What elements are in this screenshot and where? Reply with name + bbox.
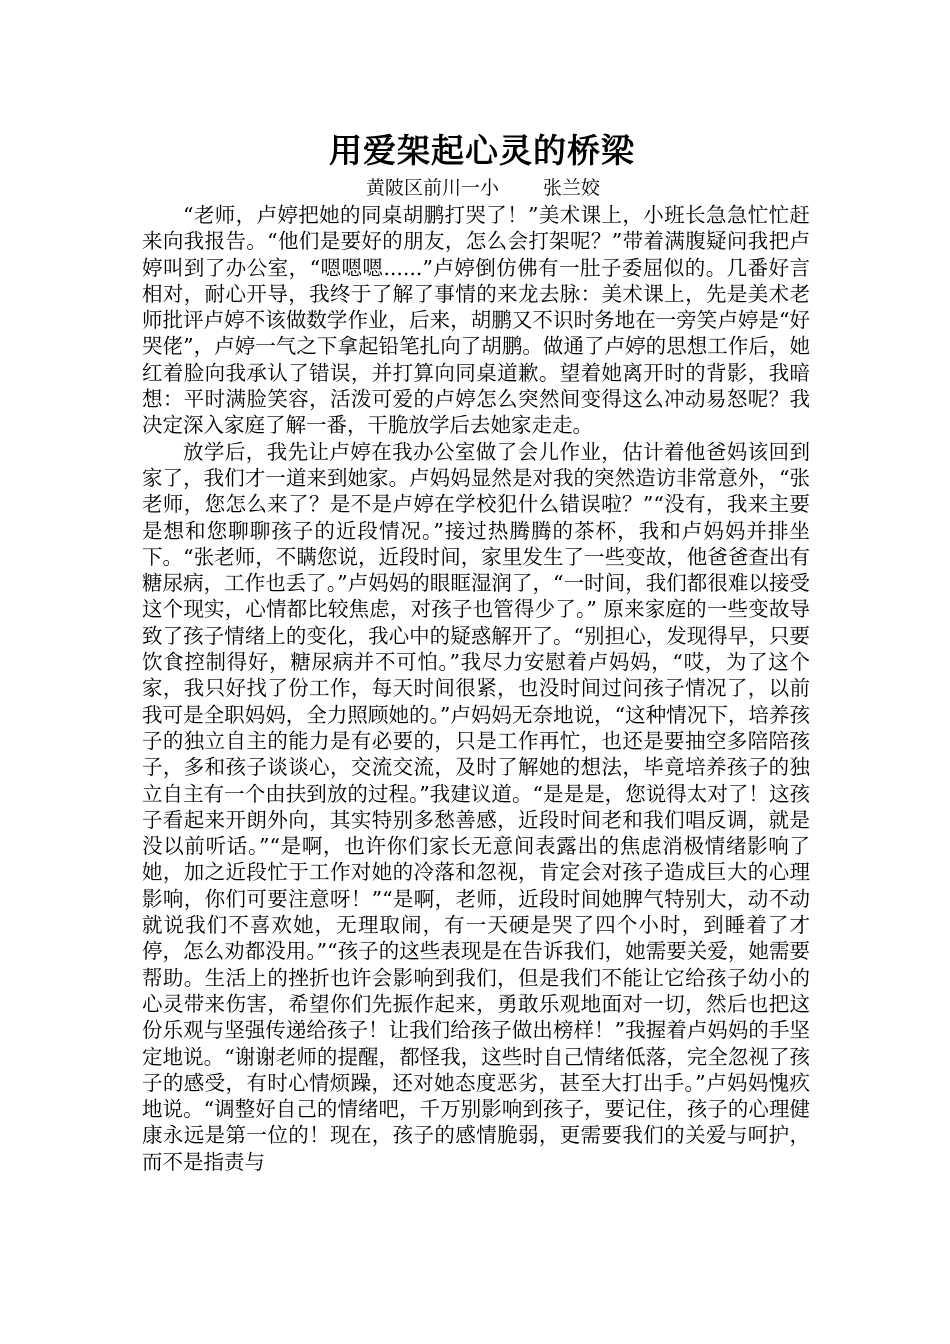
body-paragraph-1: “老师，卢婷把她的同桌胡鹏打哭了！”美术课上，小班长急急忙忙赶来向我报告。“他们是要好的朋友，怎么会打架呢？”带着满腹疑问我把卢婷叫到了办公室，“嗯嗯嗯......”卢婷倒仿佛有一肚子委屈似的。几番好言相对，耐心开导，我终于了解了事情的来龙去脉：美术课上，先是美术老师批评卢婷不该做数学作业，后来，胡鹏又不识时务地在一旁笑卢婷是“好哭佬”，卢婷一气之下拿起铅笔扎向了胡鹏。做通了卢婷的思想工作后，她红着脸向我承认了错误，并打算向同桌道歉。望着她离开时的背影，我暗想：平时满脸笑容，活泼可爱的卢婷怎么突然间变得这么冲动易怒呢？我决定深入家庭了解一番，干脆放学后去她家走走。 xyxy=(142,203,810,438)
body-paragraph-2: 放学后，我先让卢婷在我办公室做了会儿作业，估计着他爸妈该回到家了，我们才一道来到她家。卢妈妈显然是对我的突然造访非常意外，“张老师，您怎么来了？是不是卢婷在学校犯什么错误啦？”“没有，我来主要是想和您聊聊孩子的近段情况。”接过热腾腾的茶杯，我和卢妈妈并排坐下。“张老师，不瞒您说，近段时间，家里发生了一些变故，他爸爸查出有糖尿病，工作也丢了。”卢妈妈的眼眶湿润了，“一时间，我们都很难以接受这个现实，心情都比较焦虑，对孩子也管得少了。” 原来家庭的一些变故导致了孩子情绪上的变化，我心中的疑惑解开了。“别担心，发现得早，只要饮食控制得好，糖尿病并不可怕。”我尽力安慰着卢妈妈，“哎，为了这个家，我只好找了份工作，每天时间很紧，也没时间过问孩子情况了，以前我可是全职妈妈，全力照顾她的。”卢妈妈无奈地说，“这种情况下，培养孩子的独立自主的能力是有必要的，只是工作再忙，也还是要抽空多陪陪孩子，多和孩子谈谈心，交流交流，及时了解她的想法，毕竟培养孩子的独立自主有一个由扶到放的过程。”我建议道。“是是是，您说得太对了！这孩子看起来开朗外向，其实特别多愁善感，近段时间老和我们唱反调，就是没以前听话。”“是啊，也许你们家长无意间表露出的焦虑消极情绪影响了她，加之近段忙于工作对她的冷落和忽视，肯定会对孩子造成巨大的心理影响，你们可要注意呀！”“是啊，老师，近段时间她脾气特别大，动不动就说我们不喜欢她，无理取闹，有一天硬是哭了四个小时，到睡着了才停，怎么劝都没用。”“孩子的这些表现是在告诉我们，她需要关爱，她需要帮助。生活上的挫折也许会影响到我们，但是我们不能让它给孩子幼小的心灵带来伤害，希望你们先振作起来，勇敢乐观地面对一切，然后也把这份乐观与坚强传递给孩子！让我们给孩子做出榜样！”我握着卢妈妈的手坚定地说。“谢谢老师的提醒，都怪我，这些时自己情绪低落，完全忽视了孩子的感受，有时心情烦躁，还对她态度恶劣，甚至大打出手。”卢妈妈愧疚地说。“调整好自己的情绪吧，千万别影响到孩子，要记住，孩子的心理健康永远是第一位的！现在，孩子的感情脆弱，更需要我们的关爱与呵护，而不是指责与 xyxy=(142,439,810,1174)
author-byline xyxy=(142,174,810,202)
author-school: 黄陂区前川一小 xyxy=(365,177,499,199)
author-name: 张兰姣 xyxy=(543,177,601,199)
document-page xyxy=(142,128,810,1175)
article-title: 用爱架起心灵的桥梁 xyxy=(329,131,635,170)
